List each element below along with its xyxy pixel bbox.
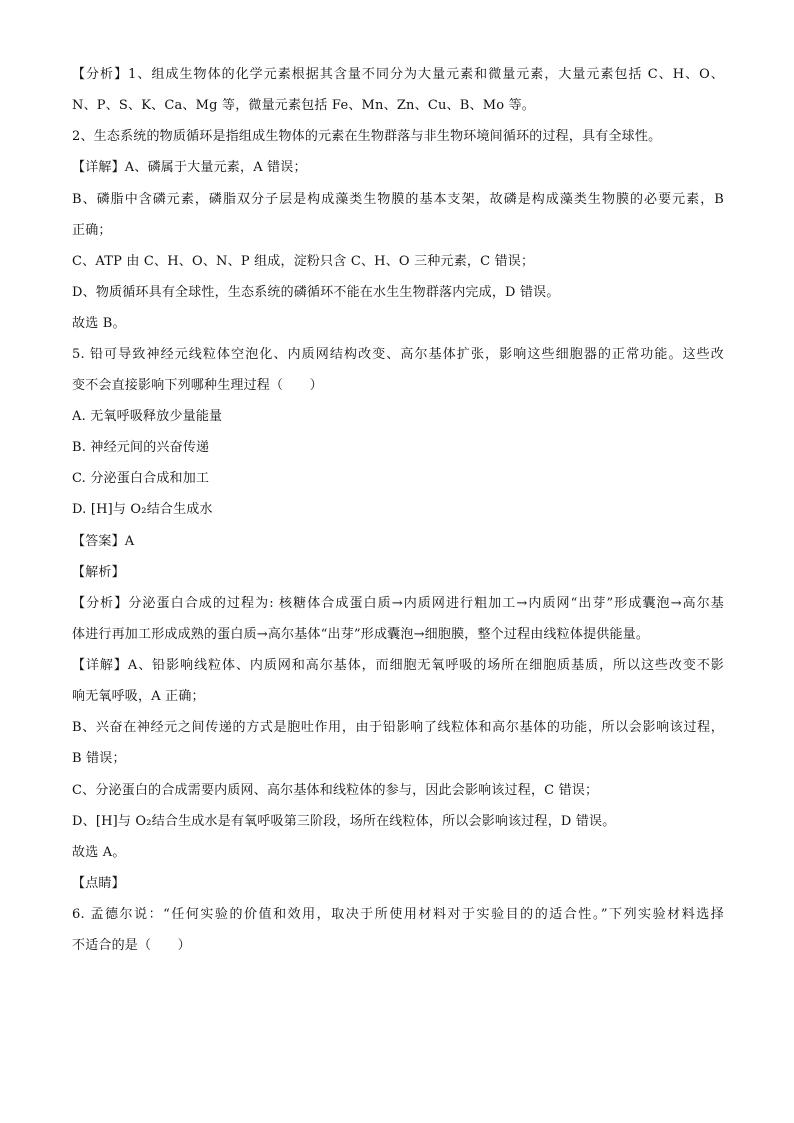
option-c: C. 分泌蛋白合成和加工 [72, 471, 210, 486]
q5-detail-a-2: 响无氧呼吸，A 正确； [72, 689, 205, 704]
q5-detail-b-1: B、兴奋在神经元之间传递的方式是胞吐作用，由于铅影响了线粒体和高尔基体的功能，所以会影响该过程， [72, 720, 724, 735]
question-6-stem-1: 6. 孟德尔说：“任何实验的价值和效用，取决于所使用材料对于实验目的的适合性。”下列实验材料选择 [72, 907, 724, 922]
q5-detail-b-2: B 错误； [72, 751, 126, 766]
option-a: A. 无氧呼吸释放少量能量 [72, 409, 223, 424]
analysis-line-1: 【分析】1、组成生物体的化学元素根据其含量不同分为大量元素和微量元素，大量元素包括 C、H、O、 [72, 67, 724, 82]
option-d: D. [H]与 O₂结合生成水 [72, 502, 213, 517]
detail-line-c: C、ATP 由 C、H、O、N、P 组成，淀粉只含 C、H、O 三种元素，C 错误； [72, 254, 535, 269]
q5-detail-d: D、[H]与 O₂结合生成水是有氧呼吸第三阶段，场所在线粒体，所以会影响该过程，D 错误。 [72, 814, 616, 829]
analysis-line-3: 2、生态系统的物质循环是指组成生物体的元素在生物群落与非生物环境间循环的过程，具有全球性。 [72, 129, 662, 144]
question-5-stem-1: 5. 铅可导致神经元线粒体空泡化、内质网结构改变、高尔基体扩张，影响这些细胞器的正常功能。这些改 [72, 347, 724, 362]
explanation-heading: 【解析】 [72, 565, 125, 580]
question-6-stem-2: 不适合的是（ ） [72, 938, 191, 953]
q5-detail-c: C、分泌蛋白的合成需要内质网、高尔基体和线粒体的参与，因此会影响该过程，C 错误； [72, 783, 599, 798]
q5-analysis-line-1: 【分析】分泌蛋白合成的过程为: 核糖体合成蛋白质→内质网进行粗加工→内质网“出芽”形成囊泡→高尔基 [72, 596, 724, 611]
detail-line-b: B、磷脂中含磷元素，磷脂双分子层是构成藻类生物膜的基本支架，故磷是构成藻类生物膜的必要元素，B [72, 192, 724, 207]
tips-heading: 【点睛】 [72, 876, 125, 891]
detail-line-b-cont: 正确； [72, 223, 112, 238]
q5-conclusion: 故选 A。 [72, 845, 126, 860]
q5-analysis-line-2: 体进行再加工形成成熟的蛋白质→高尔基体“出芽”形成囊泡→细胞膜，整个过程由线粒体提供能量。 [72, 627, 650, 642]
analysis-line-2: N、P、S、K、Ca、Mg 等，微量元素包括 Fe、Mn、Zn、Cu、B、Mo 等。 [72, 98, 535, 113]
detail-line-a: 【详解】A、磷属于大量元素，A 错误； [72, 160, 307, 175]
conclusion-line: 故选 B。 [72, 316, 126, 331]
question-5-stem-2: 变不会直接影响下列哪种生理过程（ ） [72, 378, 323, 393]
answer-line: 【答案】A [72, 534, 135, 549]
detail-line-d: D、物质循环具有全球性，生态系统的磷循环不能在水生生物群落内完成，D 错误。 [72, 285, 560, 300]
option-b: B. 神经元间的兴奋传递 [72, 440, 210, 455]
q5-detail-a-1: 【详解】A、铅影响线粒体、内质网和高尔基体，而细胞无氧呼吸的场所在细胞质基质，所以这些改变不影 [72, 658, 724, 673]
